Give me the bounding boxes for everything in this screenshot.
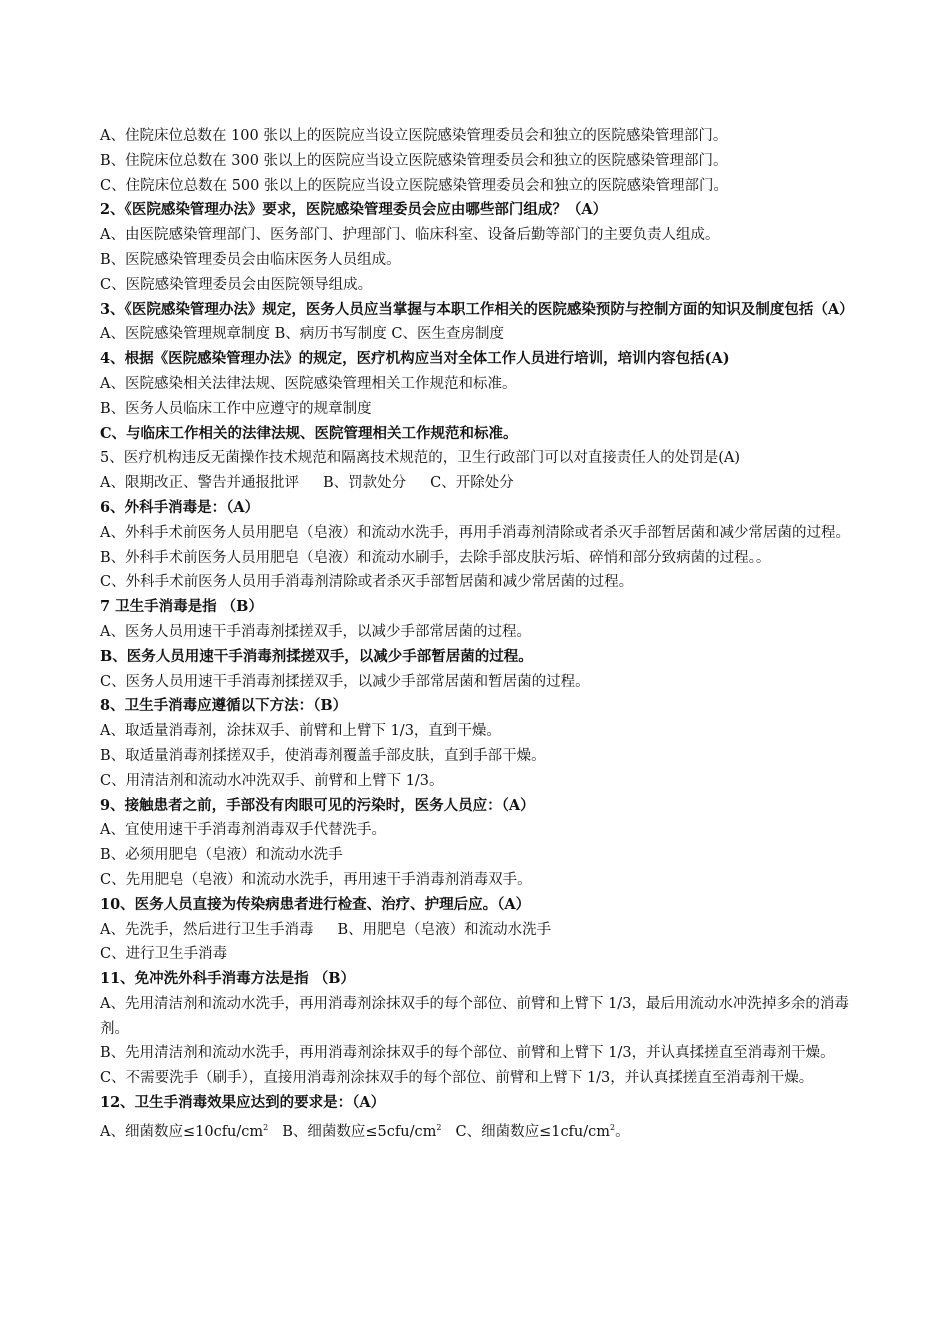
document-body: [100, 124, 865, 1145]
question-line: 11、免冲洗外科手消毒方法是指 （B）: [100, 970, 355, 988]
option-line: 5、医疗机构违反无菌操作技术规范和隔离技术规范的，卫生行政部门可以对直接责任人的处罚是(A): [100, 450, 741, 467]
question-line: 9、接触患者之前，手部没有肉眼可见的污染时，医务人员应：（A）: [100, 796, 535, 814]
option-line: C、先用肥皂（皂液）和流动水洗手，再用速干手消毒剂消毒双手。: [100, 871, 532, 888]
question-line: 10、医务人员直接为传染病患者进行检查、治疗、护理后应。（A）: [100, 895, 531, 913]
question-line: 12、卫生手消毒效果应达到的要求是：（A）: [100, 1094, 386, 1112]
option-line: A、医院感染管理规章制度 B、病历书写制度 C、医生查房制度: [100, 326, 504, 343]
question-line: C、与临床工作相关的法律法规、医院管理相关工作规范和标准。: [100, 424, 518, 442]
option-line: C、医务人员用速干手消毒剂揉搓双手，以减少手部常居菌和暂居菌的过程。: [100, 673, 590, 690]
option-line: A、医务人员用速干手消毒剂揉搓双手，以减少手部常居菌的过程。: [100, 623, 531, 640]
option-line: C、医院感染管理委员会由医院领导组成。: [100, 276, 373, 293]
option-line: C、进行卫生手消毒: [100, 946, 228, 963]
question-line: 8、卫生手消毒应遵循以下方法：（B）: [100, 697, 348, 715]
option-line: C、不需要洗手（刷手），直接用消毒剂涂抹双手的每个部位、前臂和上臂下 1/3，并认真揉搓直至消毒剂干燥。: [100, 1070, 814, 1087]
option-line: A、限期改正、警告并通报批评 B、罚款处分 C、开除处分: [100, 475, 514, 492]
option-line: A、先洗手，然后进行卫生手消毒 B、用肥皂（皂液）和流动水洗手: [100, 921, 552, 938]
option-line: B、医务人员临床工作中应遵守的规章制度: [100, 400, 372, 417]
option-line: B、外科手术前医务人员用肥皂（皂液）和流动水刷手，去除手部皮肤污垢、碎悄和部分致病菌的过程。。: [100, 549, 771, 566]
question-line: 6、外科手消毒是：（A）: [100, 498, 260, 516]
option-line: A、由医院感染管理部门、医务部门、护理部门、临床科室、设备后勤等部门的主要负责人组成。: [100, 227, 720, 244]
option-line: A、细菌数应$\le 10cfu/cm^2$ B、细菌数应$\le 5cfu/cm^2$ C、细菌数应$\le 1cfu/cm^2$。: [100, 1122, 630, 1140]
question-line: B、医务人员用速干手消毒剂揉搓双手，以减少手部暂居菌的过程。: [100, 647, 533, 665]
option-line: A、住院床位总数在 100 张以上的医院应当设立医院感染管理委员会和独立的医院感染管理部门。: [100, 128, 728, 144]
option-line: C、用清洁剂和流动水冲洗双手、前臂和上臂下 1/3。: [100, 772, 444, 789]
option-line: B、住院床位总数在 300 张以上的医院应当设立医院感染管理委员会和独立的医院感染管理部门。: [100, 152, 728, 169]
question-line: 7 卫生手消毒是指 （B）: [100, 598, 263, 616]
option-line: A、取适量消毒剂，涂抹双手、前臂和上臂下 1/3，直到干燥。: [100, 723, 501, 740]
option-line: B、取适量消毒剂揉搓双手，使消毒剂覆盖手部皮肤，直到手部干燥。: [100, 747, 546, 764]
option-line: A、先用清洁剂和流动水洗手，再用消毒剂涂抹双手的每个部位、前臂和上臂下 1/3，最后用流动水冲洗掉多余的消毒剂。: [100, 995, 849, 1037]
option-line: B、先用清洁剂和流动水洗手，再用消毒剂涂抹双手的每个部位、前臂和上臂下 1/3，并认真揉搓直至消毒剂干燥。: [100, 1045, 835, 1062]
question-line: 2、《医院感染管理办法》要求，医院感染管理委员会应由哪些部门组成？（A）: [100, 201, 608, 219]
option-line: A、医院感染相关法律法规、医院感染管理相关工作规范和标准。: [100, 375, 517, 392]
question-line: 4、根据《医院感染管理办法》的规定，医疗机构应当对全体工作人员进行培训，培训内容包括(A): [100, 350, 730, 368]
option-line: A、宜使用速干手消毒剂消毒双手代替洗手。: [100, 822, 386, 839]
option-line: B、必须用肥皂（皂液）和流动水洗手: [100, 847, 343, 864]
option-line: A、外科手术前医务人员用肥皂（皂液）和流动水洗手，再用手消毒剂清除或者杀灭手部暂居菌和减少常居菌的过程。: [100, 524, 850, 541]
option-line: C、外科手术前医务人员用手消毒剂清除或者杀灭手部暂居菌和减少常居菌的过程。: [100, 574, 634, 591]
option-line: B、医院感染管理委员会由临床医务人员组成。: [100, 251, 401, 268]
option-line: C、住院床位总数在 500 张以上的医院应当设立医院感染管理委员会和独立的医院感染管理部门。: [100, 177, 728, 194]
question-line: 3、《医院感染管理办法》规定，医务人员应当掌握与本职工作相关的医院感染预防与控制方面的知识及制度包括（A）: [100, 300, 854, 318]
